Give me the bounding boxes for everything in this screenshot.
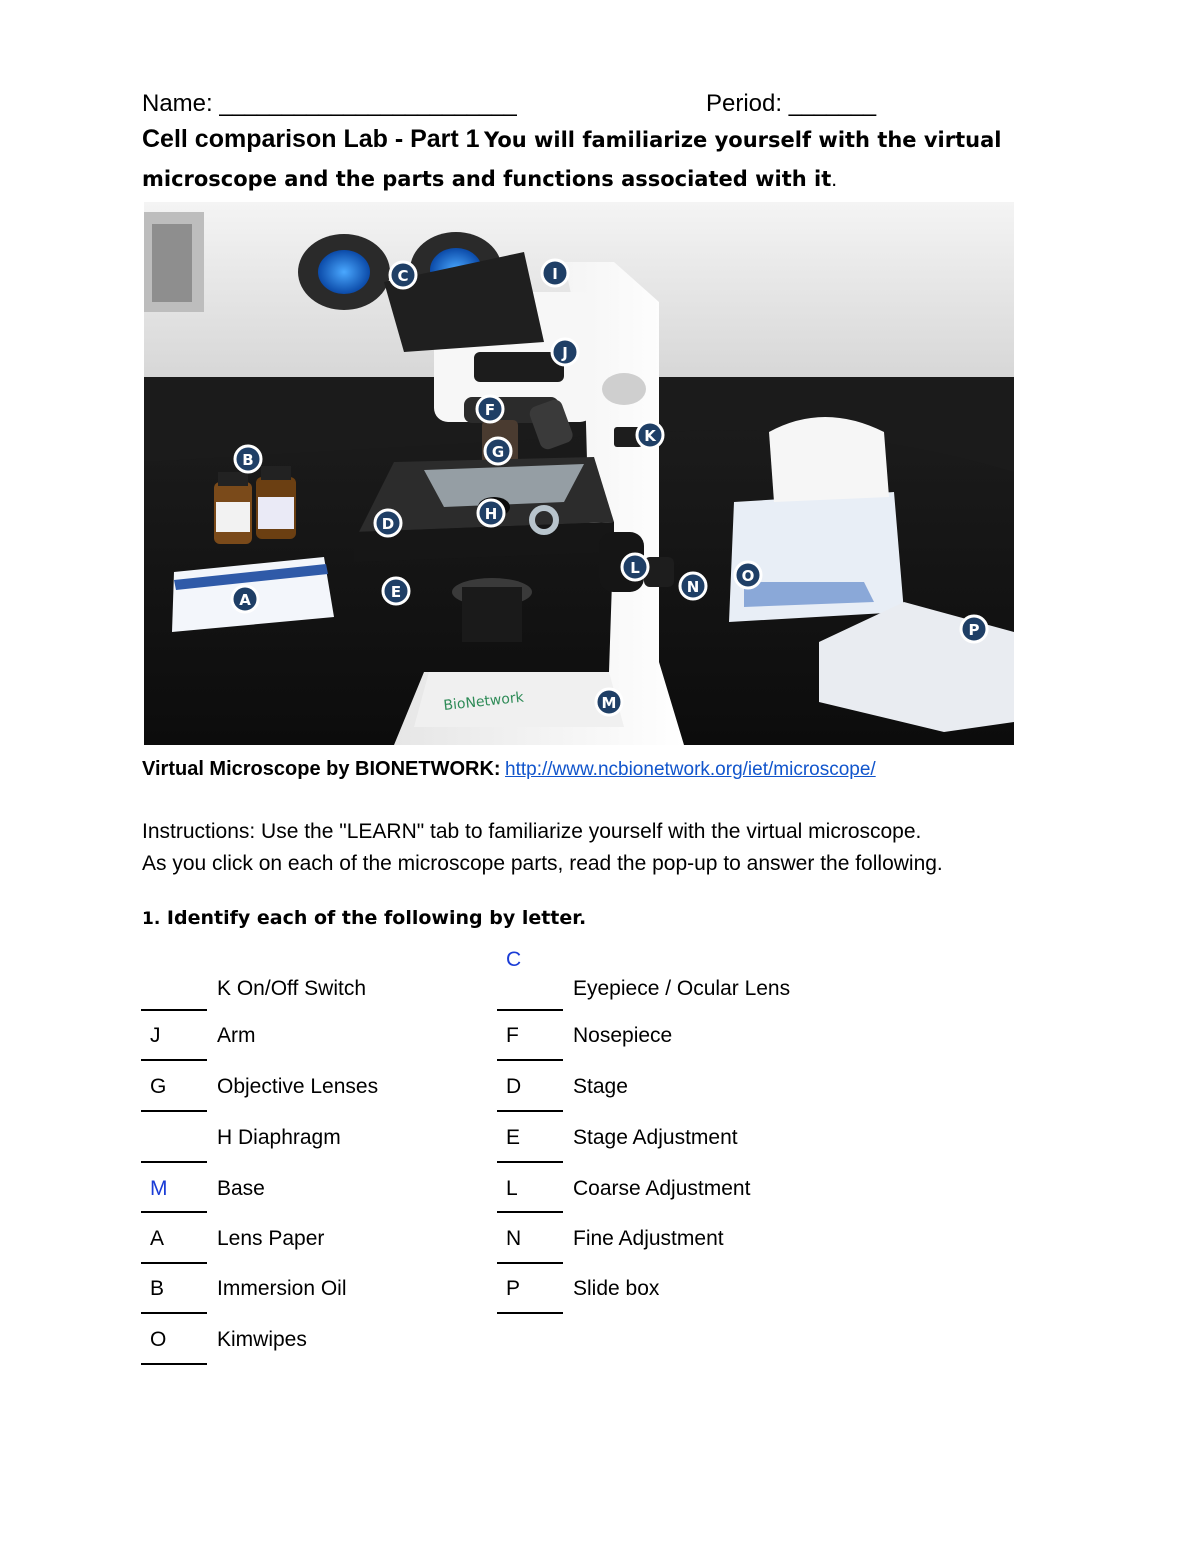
lab-title-rest-2: microscope and the parts and functions associated with it — [142, 167, 832, 191]
microscope-figure — [144, 202, 1014, 745]
answer-line — [141, 1059, 207, 1061]
answer-blank[interactable]: D — [506, 1075, 522, 1098]
marker-o — [735, 562, 761, 588]
marker-d — [375, 510, 401, 536]
base-logo-text: BioNetwork — [442, 689, 525, 714]
item-label: Base — [217, 1177, 265, 1200]
answer-blank[interactable]: F — [506, 1024, 519, 1047]
item-label: Objective Lenses — [217, 1075, 379, 1098]
answer-line — [497, 1161, 563, 1163]
caption-text: Virtual Microscope by BIONETWORK: — [142, 758, 501, 780]
marker-n — [680, 573, 706, 599]
item-label: H Diaphragm — [217, 1126, 341, 1149]
marker-p — [961, 616, 987, 642]
name-field — [142, 90, 516, 118]
answer-line — [497, 1312, 563, 1314]
item-label: Coarse Adjustment — [573, 1177, 751, 1200]
answer-blank[interactable]: P — [506, 1277, 521, 1300]
marker-l-label: L — [630, 559, 640, 577]
item-label: Eyepiece / Ocular Lens — [573, 977, 791, 1000]
marker-g-label: G — [491, 443, 505, 461]
marker-l — [622, 554, 648, 580]
answer-line — [497, 1110, 563, 1112]
lab-title-main: Cell comparison Lab - Part 1 — [142, 125, 480, 153]
name-label: Name: — [142, 90, 213, 117]
item-label: Kimwipes — [217, 1328, 307, 1351]
item-label: Immersion Oil — [217, 1277, 347, 1300]
lab-title-rest-1: You will familiarize yourself with the virtual — [484, 128, 1002, 152]
instructions — [142, 816, 943, 880]
marker-p-label: P — [968, 621, 980, 639]
instructions-line-1: Instructions: Use the "LEARN" tab to familiarize yourself with the virtual microscope. — [142, 820, 922, 843]
marker-k — [637, 422, 663, 448]
marker-h-label: H — [484, 505, 498, 523]
answer-blank[interactable]: O — [150, 1328, 167, 1351]
question-number: 1. — [142, 909, 161, 929]
marker-a-label: A — [239, 591, 251, 609]
marker-f-label: F — [484, 401, 496, 419]
item-label: Nosepiece — [573, 1024, 673, 1047]
answer-line — [497, 1262, 563, 1264]
marker-c — [390, 262, 416, 288]
answer-blank[interactable]: B — [150, 1277, 165, 1300]
answer-line — [497, 1009, 563, 1011]
answer-blank[interactable]: G — [150, 1075, 167, 1098]
marker-m-label: M — [601, 694, 617, 712]
period-blank: _______ — [788, 90, 876, 117]
marker-c-label: C — [397, 267, 409, 285]
marker-o-label: O — [741, 567, 755, 585]
microscope-link[interactable]: http://www.ncbionetwork.org/iet/microscope/ — [505, 759, 876, 780]
instructions-line-2: As you click on each of the microscope parts, read the pop-up to answer the following. — [142, 852, 943, 875]
marker-i-label: I — [552, 265, 558, 283]
answer-line — [497, 1059, 563, 1061]
answer-blank[interactable]: M — [150, 1177, 168, 1200]
answer-line — [497, 1211, 563, 1213]
question-text: Identify each of the following by letter. — [166, 907, 587, 929]
question-1 — [142, 907, 586, 929]
marker-b-label: B — [242, 451, 254, 469]
answer-line — [141, 1312, 207, 1314]
period-field — [706, 90, 875, 118]
figure-caption — [142, 758, 876, 781]
item-label: Fine Adjustment — [573, 1227, 724, 1250]
item-label: Stage — [573, 1075, 628, 1098]
answer-blank[interactable]: N — [506, 1227, 522, 1250]
lab-subtitle — [142, 167, 837, 192]
answer-line — [141, 1009, 207, 1011]
marker-i — [542, 260, 568, 286]
marker-j — [552, 339, 578, 365]
answer-line — [141, 1262, 207, 1264]
answer-blank[interactable]: E — [506, 1126, 521, 1149]
answer-line — [141, 1363, 207, 1365]
item-label: Arm — [217, 1024, 256, 1047]
item-label: Slide box — [573, 1277, 660, 1300]
answer-line — [141, 1161, 207, 1163]
answer-blank[interactable]: A — [150, 1227, 165, 1250]
item-label: Stage Adjustment — [573, 1126, 738, 1149]
name-blank: ________________________ — [219, 90, 516, 117]
answer-blank[interactable]: C — [506, 948, 522, 971]
marker-h — [478, 500, 504, 526]
marker-f — [477, 396, 503, 422]
marker-a — [232, 586, 258, 612]
answer-line — [141, 1211, 207, 1213]
marker-e — [383, 578, 409, 604]
answer-blank[interactable]: J — [150, 1024, 161, 1047]
lab-title-period: . — [831, 168, 838, 191]
period-label: Period: — [706, 90, 783, 117]
item-label: Lens Paper — [217, 1227, 325, 1250]
answer-blank[interactable]: L — [506, 1177, 518, 1200]
marker-g — [485, 438, 511, 464]
marker-b — [235, 446, 261, 472]
marker-n-label: N — [686, 578, 700, 596]
marker-d-label: D — [381, 515, 395, 533]
marker-m — [596, 689, 622, 715]
marker-j-label: J — [562, 344, 568, 362]
answer-line — [141, 1110, 207, 1112]
lab-title — [142, 125, 1001, 154]
item-label: K On/Off Switch — [217, 977, 366, 1000]
marker-e-label: E — [390, 583, 402, 601]
marker-k-label: K — [644, 427, 656, 445]
